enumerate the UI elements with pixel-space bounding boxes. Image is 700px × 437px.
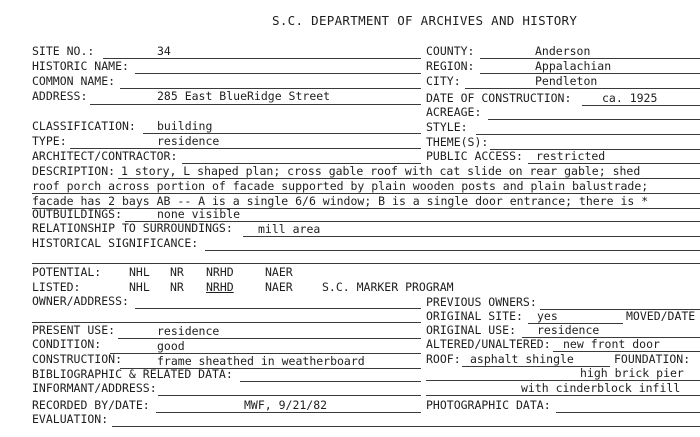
original-use-value: residence [537,323,600,337]
listed-label: LISTED: [32,280,81,294]
historic-name-label: HISTORIC NAME: [32,59,129,73]
site-no-label: SITE NO.: [32,44,95,58]
address-value: 285 East BlueRidge Street [157,89,331,103]
classification-label: CLASSIFICATION: [32,119,136,133]
acreage-line [488,119,700,120]
outbuildings-label: OUTBUILDINGS: [32,207,123,221]
relationship-value: mill area [258,222,321,236]
site-no-line [103,58,421,59]
foundation-line-2 [426,395,700,396]
moved-date-label: MOVED/DATE [626,309,696,323]
public-access-label: PUBLIC ACCESS: [426,149,523,163]
potential-label: POTENTIAL: [32,265,102,279]
description-rule-3 [32,208,700,209]
relationship-line [243,236,700,237]
original-use-label: ORIGINAL USE: [426,323,517,337]
style-line [476,134,700,135]
present-use-label: PRESENT USE: [32,323,116,337]
listed-nr: NR [170,280,184,294]
roof-value: asphalt shingle [470,352,574,366]
region-value: Appalachian [535,59,612,73]
common-name-label: COMMON NAME: [32,74,116,88]
evaluation-label: EVALUATION: [32,412,109,426]
potential-nrhd: NRHD [206,265,234,279]
listed-naer: NAER [265,280,293,294]
type-label: TYPE: [32,134,67,148]
classification-value: building [157,119,213,133]
address-label: ADDRESS: [32,89,88,103]
foundation-value-2: with cinderblock infill [521,381,681,395]
county-label: COUNTY: [426,44,475,58]
original-site-value: yes [537,309,558,323]
date-of-construction-line [582,105,700,106]
potential-naer: NAER [265,265,293,279]
photographic-data-label: PHOTOGRAPHIC DATA: [426,398,551,412]
description-label: DESCRIPTION: [32,164,116,178]
outbuildings-value: none visible [157,207,241,221]
construction-value: frame sheathed in weatherboard [157,354,365,368]
architect-label: ARCHITECT/CONTRACTOR: [32,149,178,163]
city-value: Pendleton [535,74,598,88]
listed-nrhd: NRHD [206,280,234,294]
date-of-construction-label: DATE OF CONSTRUCTION: [426,91,572,105]
marker-program-label: S.C. MARKER PROGRAM [322,280,454,294]
altered-label: ALTERED/UNALTERED: [426,337,551,351]
public-access-value: restricted [536,149,606,163]
city-label: CITY: [426,74,461,88]
potential-nr: NR [170,265,184,279]
city-line [465,88,700,89]
condition-value: good [157,339,185,353]
bibliographic-label: BIBLIOGRAPHIC & RELATED DATA: [32,367,233,381]
bibliographic-line [240,381,421,382]
site-no-value: 34 [157,44,171,58]
historic-name-line [135,73,421,74]
description-line-3: facade has 2 bays AB -- A is a single 6/6 window; B is a single door entrance; there is * [32,194,649,208]
foundation-label: FOUNDATION: [614,352,691,366]
section-divider [32,263,700,264]
type-value: residence [157,134,220,148]
foundation-value-1: high brick pier [580,366,684,380]
photographic-data-line [556,412,700,413]
address-line [90,104,421,105]
owner-address-line [135,308,421,309]
historical-significance-line [205,250,700,251]
county-value: Anderson [535,44,591,58]
form-title: S.C. DEPARTMENT OF ARCHIVES AND HISTORY [272,13,578,28]
description-line-1: 1 story, L shaped plan; cross gable roof with cat slide on rear gable; shed [121,164,641,178]
historical-significance-label: HISTORICAL SIGNIFICANCE: [32,236,199,250]
listed-nhl: NHL [129,280,150,294]
altered-value: new front door [563,337,660,351]
roof-label: ROOF: [426,352,461,366]
owner-address-label: OWNER/ADDRESS: [32,294,129,308]
region-label: REGION: [426,59,475,73]
date-of-construction-value: ca. 1925 [602,91,658,105]
relationship-label: RELATIONSHIP TO SURROUNDINGS: [32,221,233,235]
style-label: STYLE: [426,120,468,134]
recorded-by-value: MWF, 9/21/82 [244,398,328,412]
informant-label: INFORMANT/ADDRESS: [32,381,157,395]
construction-label: CONSTRUCTION: [32,352,123,366]
potential-nhl: NHL [129,265,150,279]
informant-line [158,395,421,396]
original-site-label: ORIGINAL SITE: [426,309,523,323]
acreage-label: ACREAGE: [426,105,482,119]
condition-label: CONDITION: [32,337,102,351]
recorded-by-label: RECORDED BY/DATE: [32,398,150,412]
evaluation-line [112,426,700,427]
previous-owners-label: PREVIOUS OWNERS: [426,295,537,309]
description-line-2: roof porch across portion of facade supported by plain wooden posts and plain balustrade; [32,179,649,193]
present-use-value: residence [157,324,220,338]
theme-label: THEME(S): [426,135,489,149]
recorded-by-line [156,412,421,413]
